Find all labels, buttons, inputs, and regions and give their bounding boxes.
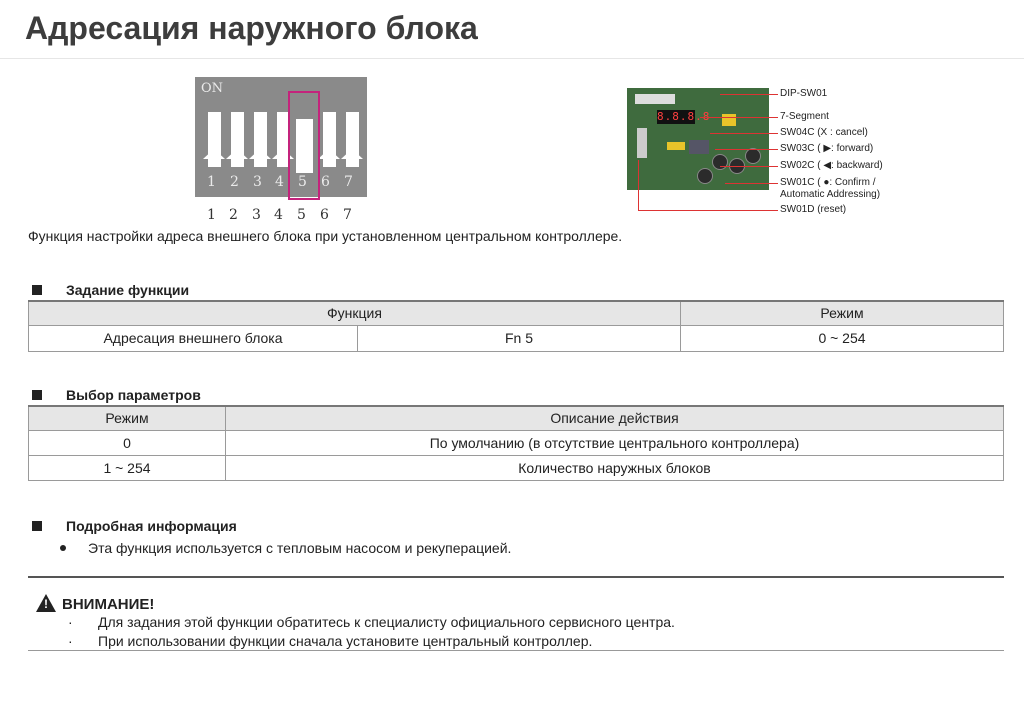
dip-num-4: 4 — [275, 174, 284, 190]
label-sw02c: SW02C ( ◀: backward) — [780, 160, 883, 171]
section-function-setting-title — [32, 282, 189, 298]
section-title-text: Задание функции — [66, 282, 190, 298]
section-parameter-select-title — [32, 387, 201, 403]
dip-below-2: 2 — [229, 207, 238, 223]
dip-num-7: 7 — [344, 174, 353, 190]
col-header-function: Функция — [29, 301, 681, 325]
dip-switch-highlight — [288, 91, 320, 200]
callout-line — [638, 210, 778, 211]
pcb-capacitor — [697, 168, 713, 184]
dip-tri-7 — [341, 149, 363, 159]
cell-mode-range: 0 ~ 254 — [681, 325, 1004, 351]
callout-line — [725, 183, 778, 184]
dip-tri-6 — [318, 149, 340, 159]
caution-text-2: При использовании функции сначала установите центральный контроллер. — [98, 633, 593, 649]
title-divider — [0, 58, 1024, 59]
caution-heading — [36, 594, 154, 613]
pcb-connector — [635, 94, 675, 104]
function-description: Функция настройки адреса внешнего блока при установленном центральном контроллере. — [28, 228, 623, 244]
table-row — [29, 455, 1004, 480]
parameter-table — [28, 405, 1004, 481]
pcb-capacitor — [745, 148, 761, 164]
dip-below-6: 6 — [320, 207, 329, 223]
dip-switch-image — [195, 77, 367, 197]
dip-tri-1 — [203, 149, 225, 159]
dip-num-1: 1 — [207, 174, 216, 190]
cell-description: По умолчанию (в отсутствие центрального контроллера) — [226, 430, 1004, 455]
pcb-dip-component — [722, 114, 736, 126]
dip-below-5: 5 — [297, 207, 306, 223]
dip-below-1: 1 — [207, 207, 216, 223]
dip-tri-3 — [249, 149, 271, 159]
function-table — [28, 300, 1004, 352]
label-7-segment: 7-Segment — [780, 111, 829, 122]
cell-mode: 0 — [29, 430, 226, 455]
cell-function-name: Адресация внешнего блока — [29, 325, 358, 351]
warning-triangle-icon: ! — [36, 594, 56, 612]
callout-line — [700, 117, 778, 118]
caution-title: ВНИМАНИЕ! — [62, 596, 155, 613]
pcb-capacitor — [712, 154, 728, 170]
label-sw03c: SW03C ( ▶: forward) — [780, 143, 874, 154]
caution-line-2 — [68, 633, 592, 649]
pcb-board-image — [627, 88, 769, 190]
dip-below-7: 7 — [343, 207, 352, 223]
pcb-connector — [637, 128, 647, 158]
callout-line — [720, 166, 778, 167]
col-header-mode: Режим — [29, 406, 226, 430]
caution-text-1: Для задания этой функции обратитесь к специалисту официального сервисного центра. — [98, 614, 675, 630]
square-bullet-icon — [32, 285, 42, 295]
square-bullet-icon — [32, 390, 42, 400]
callout-line — [710, 133, 778, 134]
pcb-chip — [689, 140, 709, 154]
dip-below-3: 3 — [252, 207, 261, 223]
callout-line — [638, 160, 639, 210]
label-sw01c-cont: Automatic Addressing) — [780, 189, 881, 200]
label-sw01d: SW01D (reset) — [780, 204, 847, 215]
dip-num-3: 3 — [253, 174, 262, 190]
details-text: Эта функция используется с тепловым насосом и рекуперацией. — [88, 540, 512, 556]
label-sw01c: SW01C ( ●: Confirm / — [780, 177, 876, 188]
square-bullet-icon — [32, 521, 42, 531]
dip-num-6: 6 — [321, 174, 330, 190]
dip-on-label: ON — [201, 81, 224, 96]
section-details-title — [32, 518, 237, 534]
dip-num-2: 2 — [230, 174, 239, 190]
dip-num-5: 5 — [298, 174, 307, 190]
dip-below-4: 4 — [274, 207, 283, 223]
pcb-yellow-component — [667, 142, 685, 150]
callout-line — [715, 149, 778, 150]
dip-tri-2 — [226, 149, 248, 159]
label-dip-sw01: DIP-SW01 — [780, 88, 828, 99]
seven-segment-display: 8.8.8.8 — [657, 110, 711, 123]
label-sw04c: SW04C (X : cancel) — [780, 127, 868, 138]
col-header-mode: Режим — [681, 301, 1004, 325]
caution-box — [28, 576, 1004, 651]
details-bullet — [60, 540, 511, 556]
cell-mode: 1 ~ 254 — [29, 455, 226, 480]
caution-dash: · — [68, 633, 73, 649]
table-row — [29, 430, 1004, 455]
col-header-description: Описание действия — [226, 406, 1004, 430]
bullet-dot-icon — [60, 545, 66, 551]
cell-function-code: Fn 5 — [358, 325, 681, 351]
page-title: Адресация наружного блока — [25, 10, 478, 46]
callout-line — [720, 94, 778, 95]
section-title-text: Выбор параметров — [66, 387, 201, 403]
caution-dash: · — [68, 614, 73, 630]
caution-line-1 — [68, 614, 675, 630]
section-title-text: Подробная информация — [66, 518, 237, 534]
cell-description: Количество наружных блоков — [226, 455, 1004, 480]
